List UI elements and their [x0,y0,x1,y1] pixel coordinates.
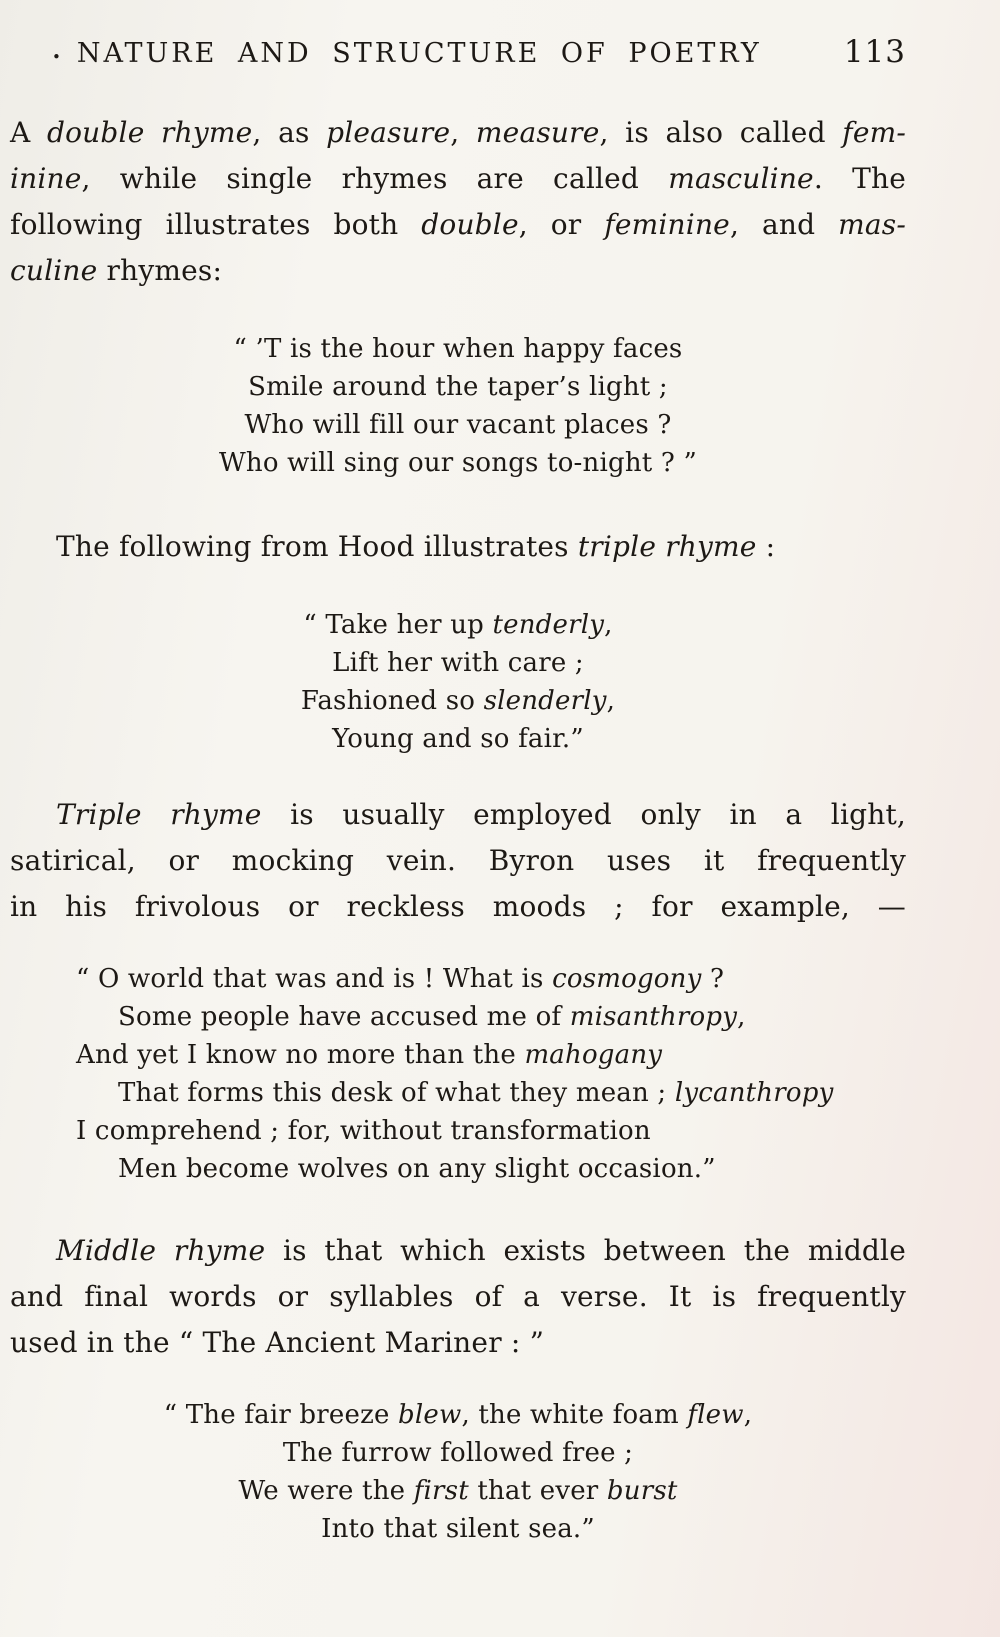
italic-text: Triple rhyme [56,798,262,831]
text-line [10,1434,906,1472]
text-line [10,248,906,294]
text-segment: , and [729,208,839,241]
italic-text: pleasure [326,116,451,149]
stanza-ancient-mariner [10,1396,906,1548]
text-segment: is that which exists between the middle [265,1234,906,1267]
italic-text: masculine [668,162,814,195]
italic-text: tenderly [492,610,605,640]
text-segment: , the white foam [461,1400,688,1430]
text-segment: , [450,116,476,149]
text-segment: is usually employed only in a light, [261,798,907,831]
text-segment: , or [518,208,605,241]
text-line [118,1150,906,1188]
text-segment: , [606,686,616,716]
italic-text: inine [10,162,82,195]
text-segment: . The [813,162,906,195]
text-line [118,998,906,1036]
paragraph-triple-rhyme [10,792,906,930]
text-line [10,1396,906,1434]
italic-text: Middle rhyme [56,1234,266,1267]
header-title: NATURE AND STRUCTURE OF POETRY [76,38,762,69]
text-segment: ? [701,964,725,994]
text-line [10,1320,906,1366]
text-segment: Men become wolves on any slight occasion.” [118,1154,716,1184]
text-line [10,1274,906,1320]
text-segment: The furrow followed free ; [282,1438,634,1468]
page-number: 113 [843,34,906,70]
text-segment: Who will sing our songs to-night ? ” [219,448,697,478]
text-segment: “ O world that was and is ! What is [76,964,553,994]
text-segment: , as [252,116,327,149]
text-segment: Smile around the taper’s light ; [248,372,668,402]
running-header [10,34,906,70]
italic-text: double [421,208,519,241]
stanza-take-her-up [10,606,906,758]
italic-text: feminine [604,208,730,241]
paragraph-hood-intro [10,524,906,570]
italic-text: blew [398,1400,462,1430]
italic-text: misanthropy [569,1002,738,1032]
text-line [10,1228,906,1274]
text-segment: I comprehend ; for, without transformation [76,1116,651,1146]
italic-text: double rhyme [47,116,253,149]
text-segment: rhymes: [97,254,223,287]
text-segment: , is also called [599,116,843,149]
text-line [118,1074,906,1112]
text-line [76,960,906,998]
italic-text: measure [475,116,600,149]
paragraph-middle-rhyme [10,1228,906,1366]
italic-text: cosmogony [552,964,702,994]
stanza-happy-faces [10,330,906,482]
italic-text: culine [10,254,98,287]
text-segment: used in the “ The Ancient Mariner : ” [10,1326,545,1359]
text-segment: And yet I know no more than the [76,1040,525,1070]
text-segment: “ The fair breeze [163,1400,399,1430]
text-segment: and final words or syllables of a verse. It is frequently [10,1280,906,1313]
text-segment: Who will fill our vacant places ? [244,410,672,440]
text-line [10,884,906,930]
italic-text: burst [606,1476,678,1506]
text-segment: in his frivolous or reckless moods ; for example, — [10,890,906,923]
text-segment: A [10,116,47,149]
text-line [10,444,906,482]
text-line [76,1036,906,1074]
italic-text: mahogany [524,1040,663,1070]
text-line [10,792,906,838]
italic-text: slenderly [483,686,607,716]
text-segment: We were the [238,1476,414,1506]
text-line [10,156,906,202]
text-segment: : [756,530,776,563]
text-line [10,720,906,758]
italic-text: fem- [842,116,907,149]
text-segment: “ ’T is the hour when happy faces [233,334,683,364]
text-line [10,524,906,570]
text-segment: that ever [468,1476,607,1506]
italic-text: flew [687,1400,744,1430]
italic-text: triple rhyme [577,530,757,563]
paragraph-double-rhyme [10,110,906,294]
text-segment: Into that silent sea.” [321,1514,595,1544]
text-line [10,606,906,644]
text-line [10,1510,906,1548]
text-segment: satirical, or mocking vein. Byron uses it frequently [10,844,906,877]
text-segment: Fashioned so [300,686,484,716]
italic-text: mas- [838,208,907,241]
stanza-byron [76,960,906,1188]
text-line [10,202,906,248]
text-segment: , [604,610,613,640]
text-line [10,110,906,156]
text-segment: , [737,1002,746,1032]
italic-text: first [413,1476,469,1506]
text-line [10,330,906,368]
text-line [10,406,906,444]
text-segment: following illustrates both [10,208,422,241]
text-line [10,1472,906,1510]
text-line [10,644,906,682]
text-segment: “ Take her up [303,610,493,640]
text-line [10,838,906,884]
text-segment: Some people have accused me of [118,1002,570,1032]
text-line [76,1112,906,1150]
header-bullet: • [52,48,61,66]
text-segment: , [743,1400,753,1430]
text-segment: , while single rhymes are called [81,162,669,195]
text-segment: Lift her with care ; [332,648,584,678]
text-segment: That forms this desk of what they mean ; [118,1078,675,1108]
text-segment: The following from Hood illustrates [56,530,578,563]
italic-text: lycanthropy [674,1078,834,1108]
text-line [10,368,906,406]
text-line [10,682,906,720]
text-segment: Young and so fair.” [332,724,584,754]
